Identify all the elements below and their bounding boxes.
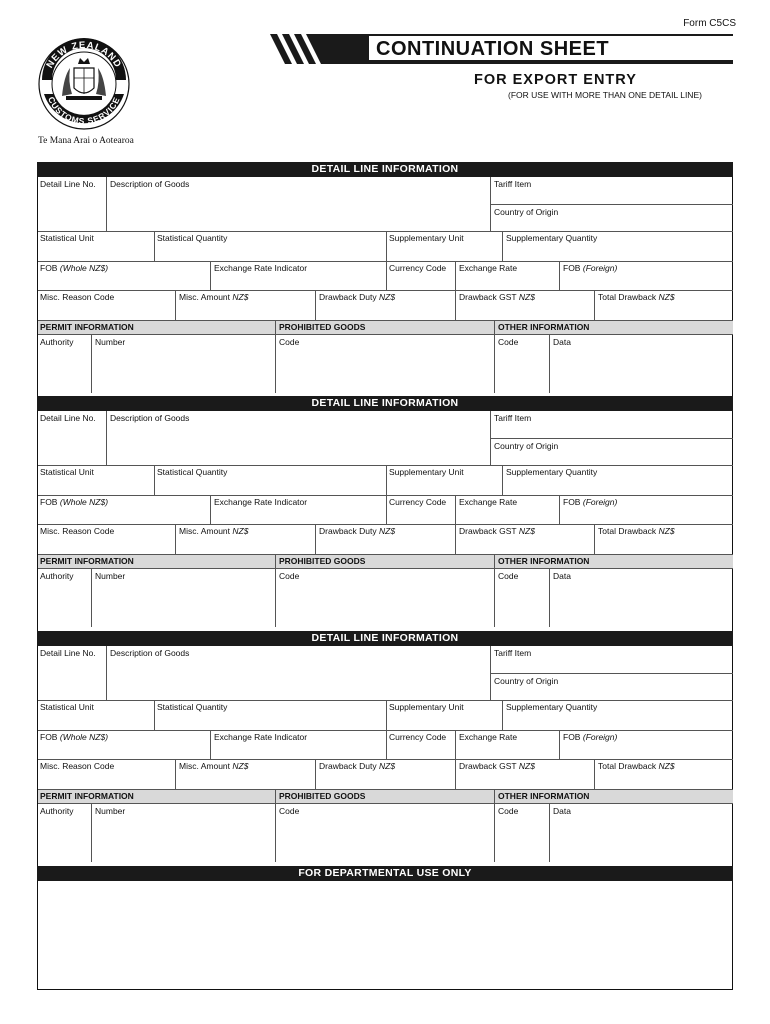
fob-foreign-field-2[interactable] [560,507,733,524]
detail-line-no-label: Detail Line No. [40,179,96,189]
exchange-rate-label: Exchange Rate [459,732,518,742]
fob-field-2[interactable] [38,507,210,524]
misc-amount-label: Misc. Amount NZ$ [179,526,249,536]
drawback-gst-field-1[interactable] [456,302,594,320]
exchange-rate-label: Exchange Rate [459,497,518,507]
page-subtitle: FOR EXPORT ENTRY [474,72,637,88]
statistical-quantity-field-3[interactable] [155,712,386,730]
supplementary-unit-label: Supplementary Unit [389,233,464,243]
authority-field-3[interactable] [38,816,91,861]
other-information-heading: OTHER INFORMATION [498,322,590,332]
prohibited-goods-heading: PROHIBITED GOODS [279,556,366,566]
form-id: Form C5CS [683,18,736,29]
other-data-field-2[interactable] [550,581,733,626]
currency-code-label: Currency Code [389,732,447,742]
drawback-gst-label: Drawback GST NZ$ [459,526,535,536]
exchange-rate-field-1[interactable] [456,273,559,290]
description-field-1[interactable] [107,189,490,231]
supplementary-quantity-label: Supplementary Quantity [506,467,598,477]
detail-line-no-label: Detail Line No. [40,648,96,658]
country-of-origin-label: Country of Origin [494,676,559,686]
fob-foreign-label: FOB (Foreign) [563,497,618,507]
supplementary-quantity-field-3[interactable] [503,712,733,730]
logo-top-text: NEW ZEALAND [44,39,124,71]
statistical-quantity-label: Statistical Quantity [157,467,228,477]
drawback-duty-field-2[interactable] [316,536,455,554]
statistical-unit-label: Statistical Unit [40,467,94,477]
misc-reason-code-label: Misc. Reason Code [40,526,115,536]
detail-line-no-field-2[interactable] [38,423,106,465]
permit-number-field-2[interactable] [92,581,275,626]
misc-reason-code-label: Misc. Reason Code [40,292,115,302]
description-label: Description of Goods [110,179,190,189]
country-of-origin-field-3[interactable] [491,686,733,700]
drawback-duty-field-1[interactable] [316,302,455,320]
drawback-gst-field-2[interactable] [456,536,594,554]
statistical-quantity-field-1[interactable] [155,243,386,261]
authority-field-1[interactable] [38,347,91,392]
fob-field-3[interactable] [38,742,210,759]
departmental-use-header: FOR DEPARTMENTAL USE ONLY [37,866,733,881]
country-of-origin-field-2[interactable] [491,451,733,465]
prohibited-code-label: Code [279,571,300,581]
country-of-origin-field-1[interactable] [491,217,733,231]
exchange-rate-label: Exchange Rate [459,263,518,273]
permit-number-label: Number [95,337,126,347]
other-code-field-2[interactable] [495,581,549,626]
divider [490,204,733,205]
fob-label: FOB (Whole NZ$) [40,263,109,273]
misc-reason-code-field-2[interactable] [38,536,175,554]
other-code-label: Code [498,571,519,581]
misc-reason-code-field-1[interactable] [38,302,175,320]
detail-line-header-1: DETAIL LINE INFORMATION [37,162,733,177]
divider [38,759,733,760]
authority-label: Authority [40,806,74,816]
currency-code-label: Currency Code [389,263,447,273]
other-data-field-1[interactable] [550,347,733,392]
drawback-duty-label: Drawback Duty NZ$ [319,292,396,302]
permit-number-field-1[interactable] [92,347,275,392]
authority-field-2[interactable] [38,581,91,626]
misc-amount-label: Misc. Amount NZ$ [179,292,249,302]
total-drawback-field-3[interactable] [595,771,733,789]
statistical-unit-field-3[interactable] [38,712,154,730]
tariff-item-field-3[interactable] [491,658,733,673]
permit-information-heading: PERMIT INFORMATION [40,556,134,566]
detail-line-header-2: DETAIL LINE INFORMATION [37,396,733,411]
supplementary-unit-field-1[interactable] [387,243,502,261]
statistical-unit-field-1[interactable] [38,243,154,261]
total-drawback-label: Total Drawback NZ$ [598,292,675,302]
description-label: Description of Goods [110,648,190,658]
motto: Te Mana Arai o Aotearoa [38,136,134,146]
fob-foreign-label: FOB (Foreign) [563,732,618,742]
other-code-label: Code [498,806,519,816]
statistical-unit-label: Statistical Unit [40,702,94,712]
authority-label: Authority [40,571,74,581]
misc-reason-code-field-3[interactable] [38,771,175,789]
exchange-rate-field-2[interactable] [456,507,559,524]
other-information-heading: OTHER INFORMATION [498,791,590,801]
misc-amount-field-3[interactable] [176,771,315,789]
fob-field-1[interactable] [38,273,210,290]
statistical-quantity-label: Statistical Quantity [157,233,228,243]
country-of-origin-label: Country of Origin [494,441,559,451]
exchange-rate-indicator-label: Exchange Rate Indicator [214,732,308,742]
tariff-item-label: Tariff Item [494,648,532,658]
page-subnote: (FOR USE WITH MORE THAN ONE DETAIL LINE) [508,90,702,100]
prohibited-code-label: Code [279,806,300,816]
exchange-rate-indicator-label: Exchange Rate Indicator [214,497,308,507]
description-label: Description of Goods [110,413,190,423]
exchange-rate-indicator-field-1[interactable] [211,273,386,290]
exchange-rate-field-3[interactable] [456,742,559,759]
title-stripes [270,34,370,64]
supplementary-quantity-label: Supplementary Quantity [506,702,598,712]
prohibited-goods-heading: PROHIBITED GOODS [279,791,366,801]
supplementary-quantity-field-2[interactable] [503,477,733,495]
currency-code-field-2[interactable] [387,507,455,524]
tariff-item-field-2[interactable] [491,423,733,438]
authority-label: Authority [40,337,74,347]
total-drawback-field-1[interactable] [595,302,733,320]
exchange-rate-indicator-label: Exchange Rate Indicator [214,263,308,273]
other-data-label: Data [553,806,571,816]
prohibited-code-field-1[interactable] [276,347,494,392]
supplementary-quantity-field-1[interactable] [503,243,733,261]
drawback-gst-label: Drawback GST NZ$ [459,292,535,302]
divider [38,290,733,291]
detail-line-no-field-3[interactable] [38,658,106,700]
prohibited-goods-heading: PROHIBITED GOODS [279,322,366,332]
currency-code-label: Currency Code [389,497,447,507]
total-drawback-label: Total Drawback NZ$ [598,526,675,536]
fob-foreign-label: FOB (Foreign) [563,263,618,273]
misc-amount-label: Misc. Amount NZ$ [179,761,249,771]
exchange-rate-indicator-field-2[interactable] [211,507,386,524]
tariff-item-label: Tariff Item [494,413,532,423]
other-code-label: Code [498,337,519,347]
country-of-origin-label: Country of Origin [494,207,559,217]
prohibited-code-field-2[interactable] [276,581,494,626]
other-data-label: Data [553,571,571,581]
tariff-item-label: Tariff Item [494,179,532,189]
fob-label: FOB (Whole NZ$) [40,732,109,742]
fob-foreign-field-3[interactable] [560,742,733,759]
total-drawback-field-2[interactable] [595,536,733,554]
misc-amount-field-2[interactable] [176,536,315,554]
divider [490,673,733,674]
statistical-unit-field-2[interactable] [38,477,154,495]
divider [38,524,733,525]
misc-reason-code-label: Misc. Reason Code [40,761,115,771]
tariff-item-field-1[interactable] [491,189,733,204]
statistical-quantity-field-2[interactable] [155,477,386,495]
prohibited-code-label: Code [279,337,300,347]
other-code-field-3[interactable] [495,816,549,861]
drawback-gst-field-3[interactable] [456,771,594,789]
drawback-duty-field-3[interactable] [316,771,455,789]
other-data-label: Data [553,337,571,347]
other-code-field-1[interactable] [495,347,549,392]
permit-information-heading: PERMIT INFORMATION [40,322,134,332]
statistical-unit-label: Statistical Unit [40,233,94,243]
supplementary-unit-label: Supplementary Unit [389,702,464,712]
statistical-quantity-label: Statistical Quantity [157,702,228,712]
other-data-field-3[interactable] [550,816,733,861]
page-title: CONTINUATION SHEET [376,38,610,60]
misc-amount-field-1[interactable] [176,302,315,320]
currency-code-field-1[interactable] [387,273,455,290]
drawback-duty-label: Drawback Duty NZ$ [319,761,396,771]
permit-information-heading: PERMIT INFORMATION [40,791,134,801]
permit-header-band [38,320,733,335]
logo-bottom-text: CUSTOMS SERVICE [46,95,122,127]
divider [490,438,733,439]
supplementary-unit-field-2[interactable] [387,477,502,495]
permit-number-label: Number [95,571,126,581]
detail-line-no-label: Detail Line No. [40,413,96,423]
permit-header-band [38,554,733,569]
detail-line-header-3: DETAIL LINE INFORMATION [37,631,733,646]
permit-number-label: Number [95,806,126,816]
supplementary-unit-field-3[interactable] [387,712,502,730]
supplementary-unit-label: Supplementary Unit [389,467,464,477]
prohibited-code-field-3[interactable] [276,816,494,861]
fob-label: FOB (Whole NZ$) [40,497,109,507]
supplementary-quantity-label: Supplementary Quantity [506,233,598,243]
departmental-use-field[interactable] [38,881,732,989]
svg-text:NEW ZEALAND [44,40,123,70]
coat-of-arms-icon [36,36,132,132]
drawback-gst-label: Drawback GST NZ$ [459,761,535,771]
permit-number-field-3[interactable] [92,816,275,861]
description-field-3[interactable] [107,658,490,700]
description-field-2[interactable] [107,423,490,465]
detail-line-no-field-1[interactable] [38,189,106,231]
fob-foreign-field-1[interactable] [560,273,733,290]
currency-code-field-3[interactable] [387,742,455,759]
other-information-heading: OTHER INFORMATION [498,556,590,566]
drawback-duty-label: Drawback Duty NZ$ [319,526,396,536]
permit-header-band [38,789,733,804]
total-drawback-label: Total Drawback NZ$ [598,761,675,771]
exchange-rate-indicator-field-3[interactable] [211,742,386,759]
